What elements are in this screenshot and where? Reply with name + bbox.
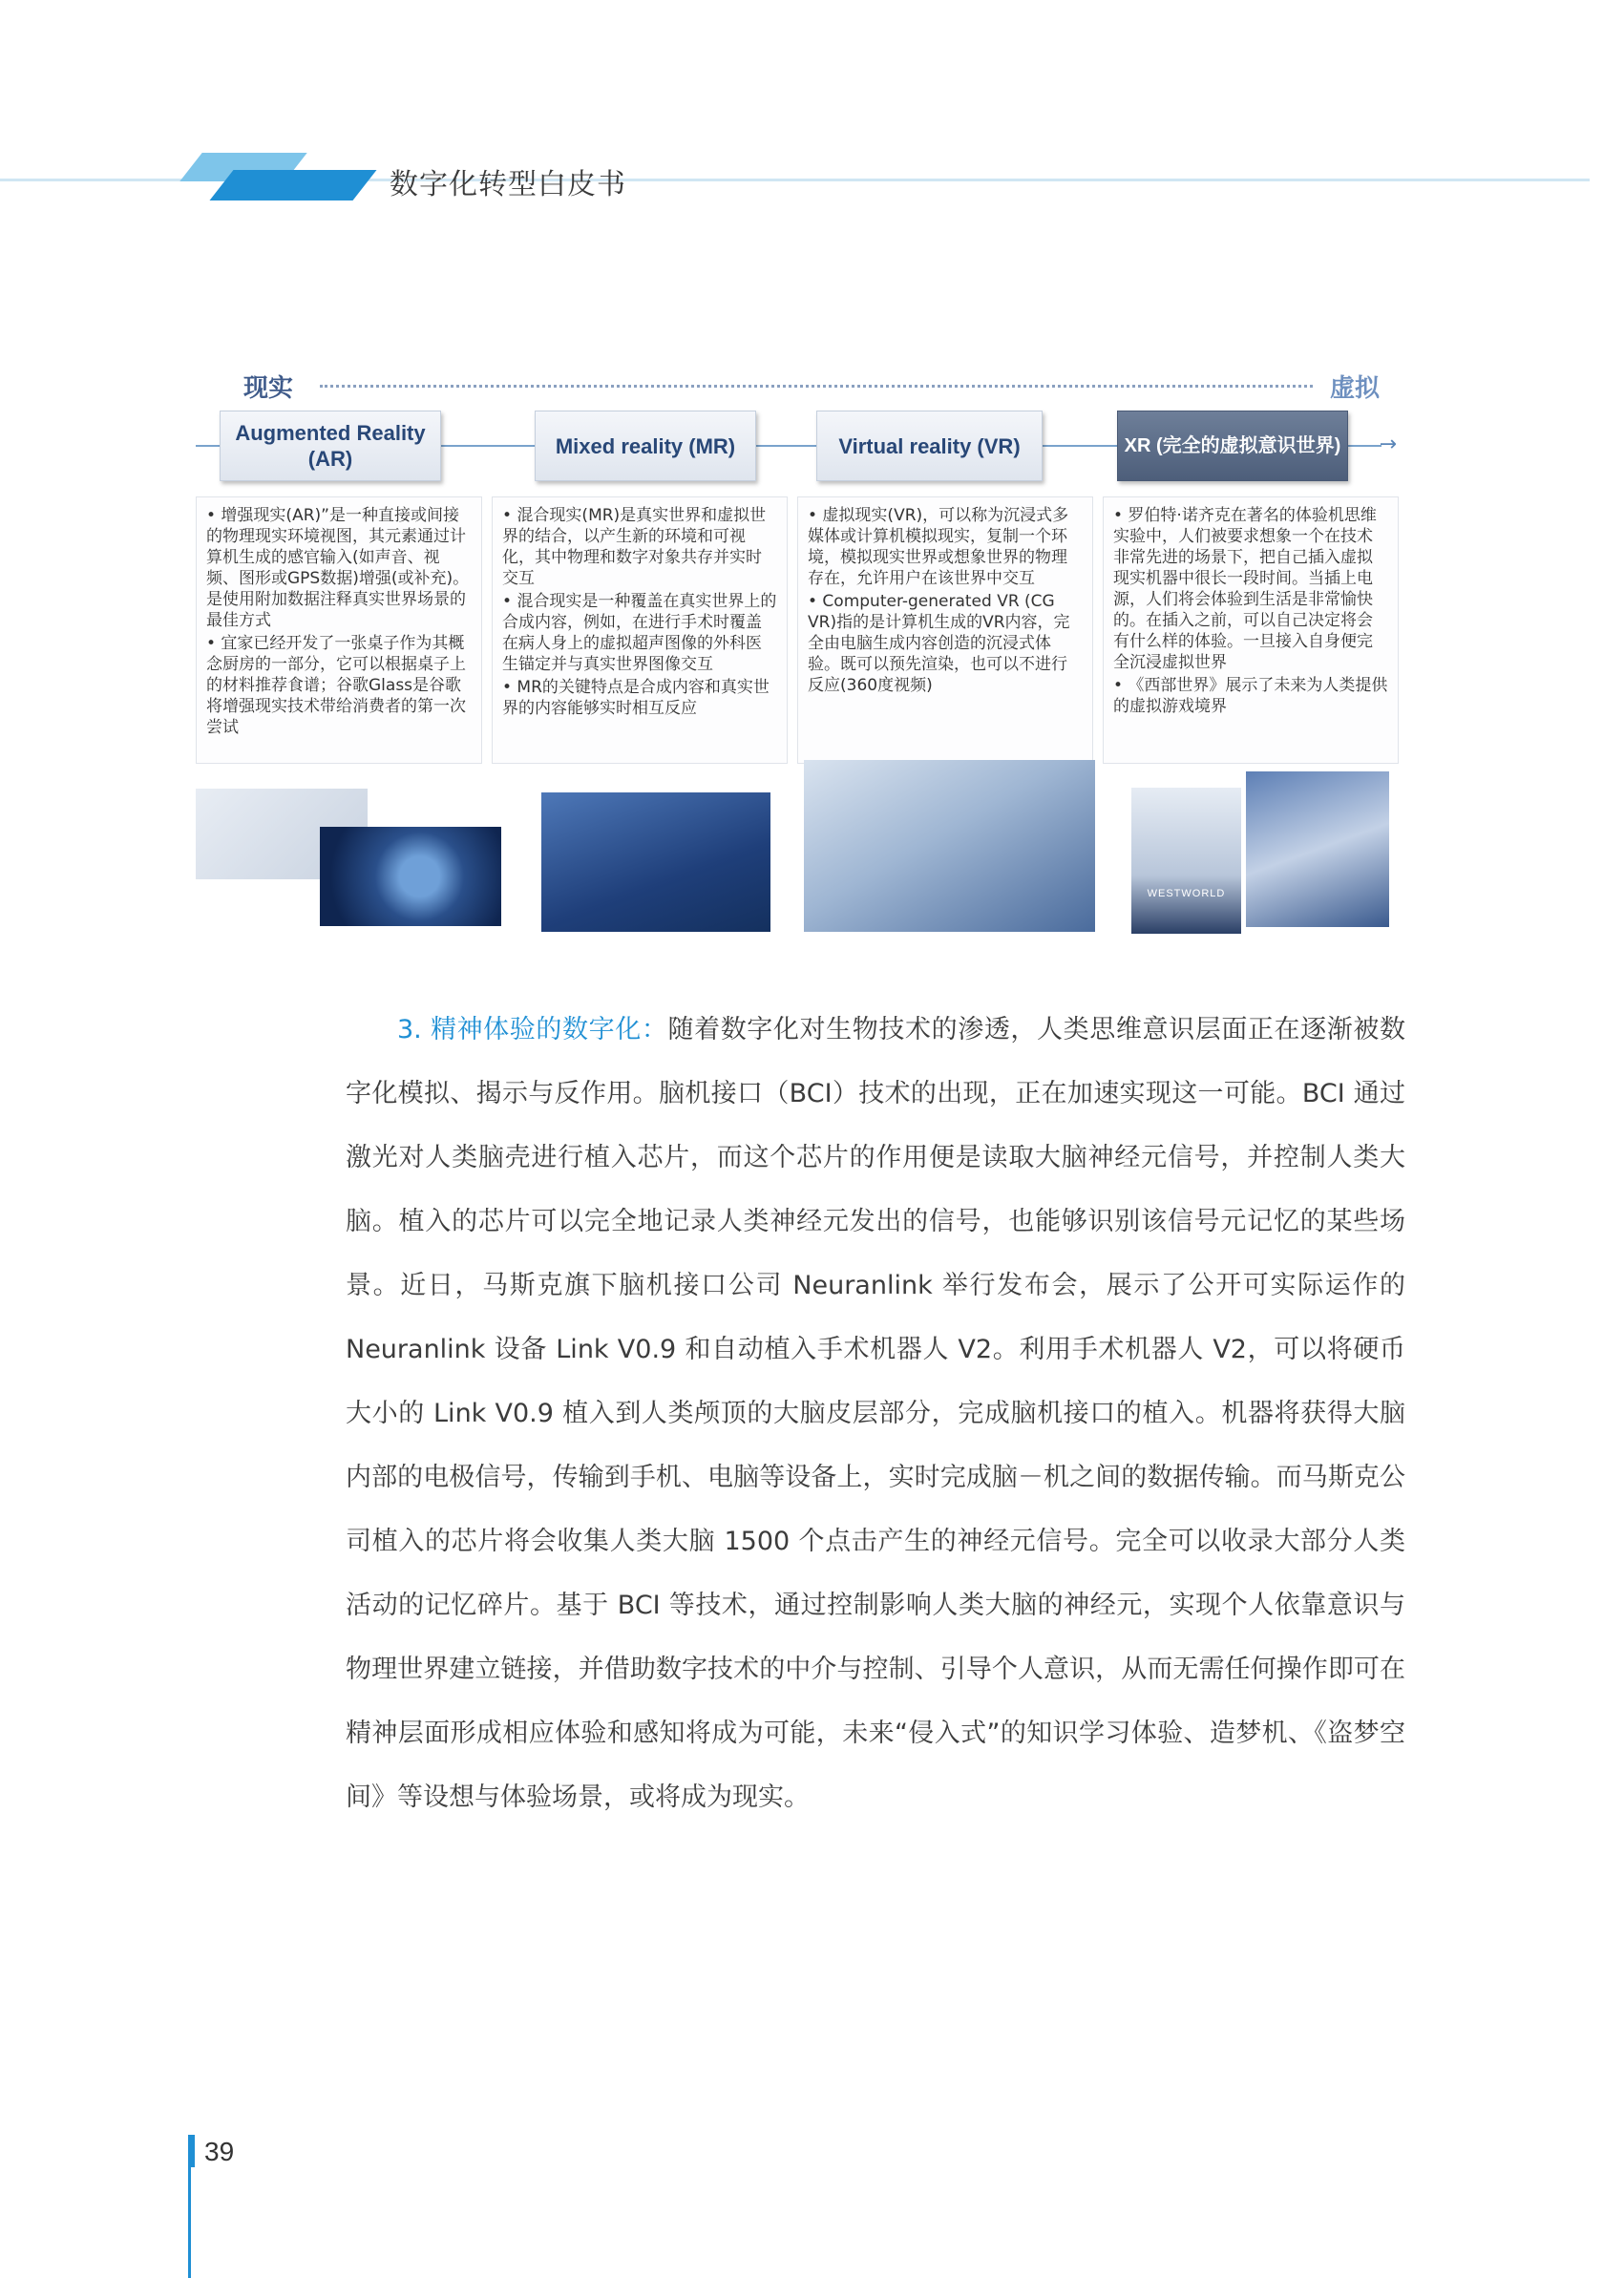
westworld-scene-photo — [1246, 771, 1389, 927]
arrow-right-icon: → — [1379, 432, 1397, 456]
westworld-poster — [1131, 788, 1241, 934]
footer-tab — [188, 2135, 195, 2167]
body-paragraph-text: 随着数字化对生物技术的渗透，人类思维意识层面正在逐渐被数字化模拟、揭示与反作用。脑机接口（BCI）技术的出现，正在加速实现这一可能。BCI 通过激光对人类脑壳进行植入芯片，而这个芯片的作用便是读取大脑神经元信号，并控制人类大脑。植入的芯片可以完全地记录人类神经元发出的信号，也能够识别该信号元记忆的某些场景。近日，马斯克旗下脑机接口公司 Neuranlink 举行发布会，展示了公开可实际运作的 Neuranlink 设备 Link V0.9 和自动植入手术机器人 V2。利用手术机器人 V2，可以将硬币大小的 Link V0.9 植入到人类颅顶的大脑皮层部分，完成脑机接口的植入。机器将获得大脑内部的电极信号，传输到手机、电脑等设备上，实时完成脑－机之间的数据传输。而马斯克公司植入的芯片将会收集人类大脑 1500 个点击产生的神经元信号。完全可以收录大部分人类活动的记忆碎片。基于 BCI 等技术，通过控制影响人类大脑的神经元，实现个人依靠意识与物理世界建立链接，并借助数字技术的中介与控制、引导个人意识，从而无需任何操作即可在精神层面形成相应体验和感知将成为可能，未来“侵入式”的知识学习体验、造梦机、《盗梦空间》等设想与体验场景，或将成为现实。 — [346, 1015, 1406, 1812]
mr-desc-p3: • MR的关键特点是合成内容和真实世界的内容能够实时相互反应 — [502, 678, 770, 718]
xr-desc-p2: • 《西部世界》展示了未来为人类提供的虚拟游戏境界 — [1113, 676, 1388, 716]
ar-face-hud-photo — [320, 827, 501, 926]
mr-lab-photo — [541, 792, 770, 932]
body-paragraph — [346, 998, 1405, 1829]
stage-box-ar: Augmented Reality (AR) — [220, 411, 441, 481]
stage-box-xr: XR (完全的虚拟意识世界) — [1117, 411, 1348, 481]
stage-box-mr: Mixed reality (MR) — [535, 411, 756, 481]
vr-desc-p2: • Computer-generated VR (CG VR)指的是计算机生成的VR内容，完全由电脑生成内容创造的沉浸式体验。既可以预先渲染，也可以不进行反应(360度视频) — [808, 592, 1070, 695]
axis-label-virtual: 虚拟 — [1329, 374, 1380, 403]
ar-description — [196, 496, 482, 764]
axis-label-reality: 现实 — [243, 374, 294, 403]
mr-desc-p1: • 混合现实(MR)是真实世界和虚拟世界的结合，以产生新的环境和可视化，其中物理和数字对象共存并实时交互 — [502, 506, 767, 588]
reality-virtuality-figure — [196, 361, 1399, 934]
page-number: 39 — [204, 2137, 235, 2166]
ar-desc-p1: • 增强现实(AR)”是一种直接或间接的物理现实环境视图，其元素通过计算机生成的感官输入(如声音、视频、图形或GPS数据)增强(或补充)。是使用附加数据注释真实世界场景的最佳方式 — [206, 506, 470, 630]
westworld-poster-title: WESTWORLD — [1147, 888, 1226, 899]
vr-desc-p1: • 虚拟现实(VR)，可以称为沉浸式多媒体或计算机模拟现实，复制一个环境，模拟现实世界或想象世界的物理存在，允许用户在该世界中交互 — [808, 506, 1069, 588]
header-decor-dark — [209, 170, 376, 200]
vr-description — [797, 496, 1093, 764]
xr-desc-p1: • 罗伯特·诺齐克在著名的体验机思维实验中，人们被要求想象一个在技术非常先进的场景下，把自己插入虚拟现实机器中很长一段时间。当插上电源，人们将会体验到生活是非常愉快的。在插入之前，可以自己决定将会有什么样的体验。一旦接入自身便完全沉浸虚拟世界 — [1113, 506, 1377, 672]
ar-desc-p2: • 宜家已经开发了一张桌子作为其概念厨房的一部分，它可以根据桌子上的材料推荐食谱；谷歌Glass是谷歌将增强现实技术带给消费者的第一次尝试 — [206, 634, 466, 737]
header-title: 数字化转型白皮书 — [390, 168, 626, 201]
mr-desc-p2: • 混合现实是一种覆盖在真实世界上的合成内容，例如，在进行手术时覆盖在病人身上的虚拟超声图像的外科医生锚定并与真实世界图像交互 — [502, 592, 777, 674]
xr-description — [1103, 496, 1399, 764]
stage-box-vr: Virtual reality (VR) — [816, 411, 1043, 481]
vr-headset-photo — [804, 760, 1095, 932]
mr-description — [492, 496, 788, 764]
section-lead: 3. 精神体验的数字化： — [397, 1015, 668, 1044]
axis-dotted-line — [320, 385, 1313, 388]
